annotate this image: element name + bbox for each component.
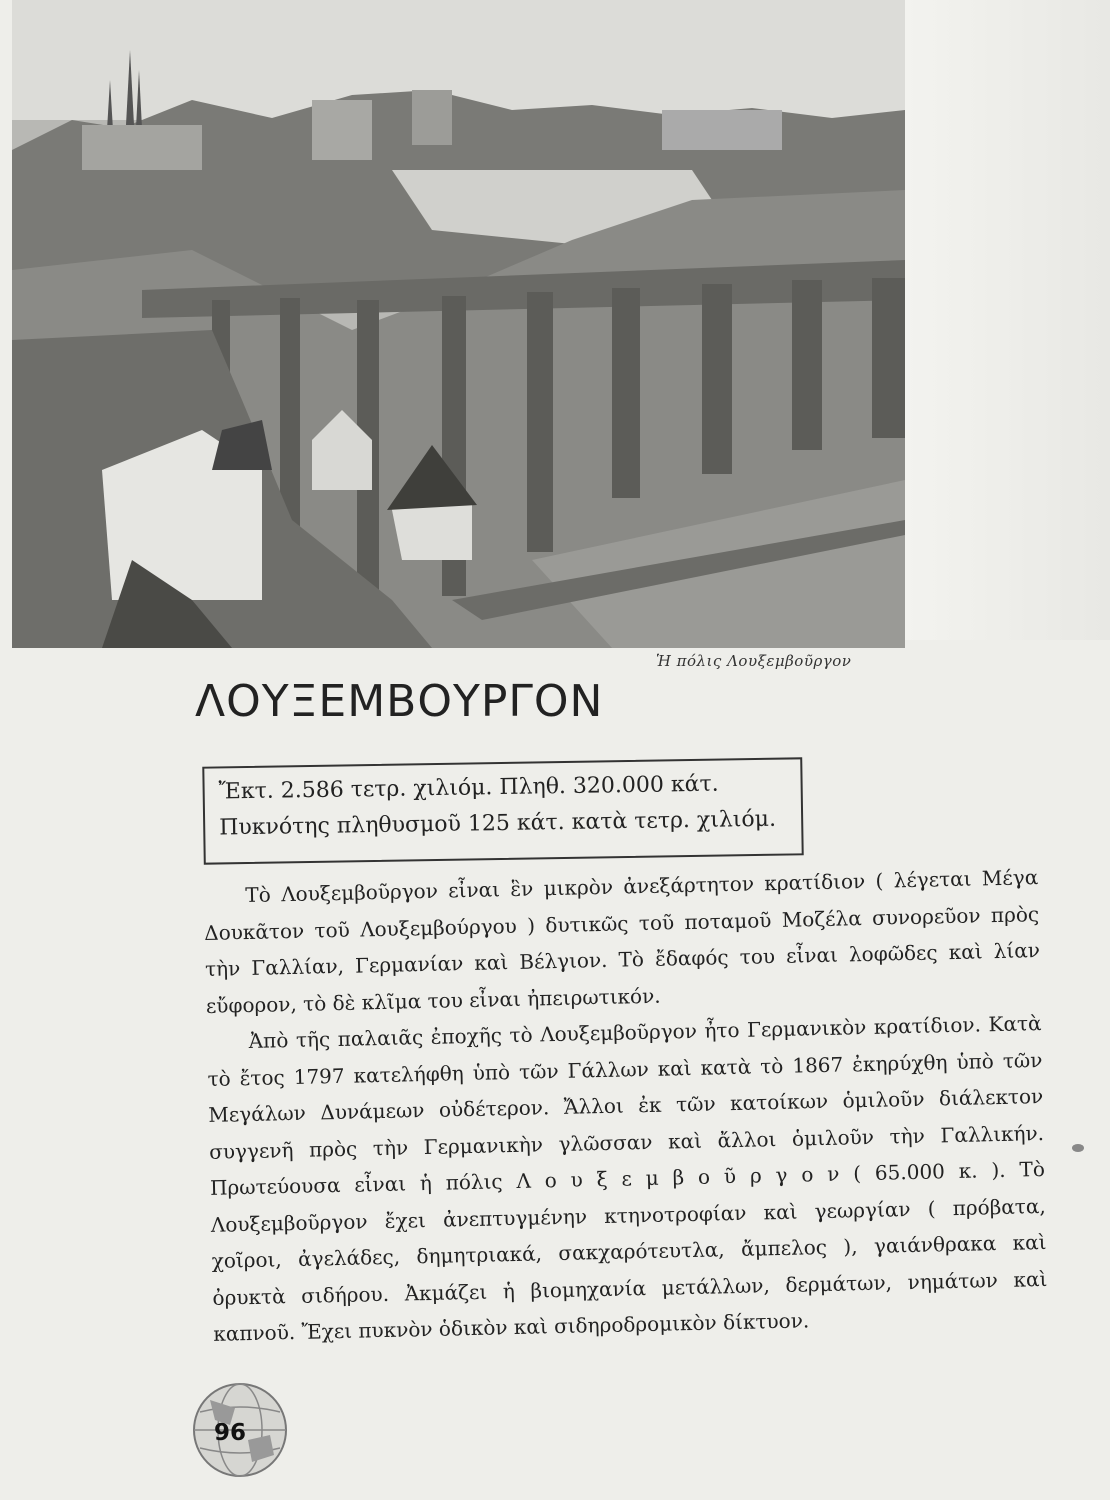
paragraph-geography: Τὸ Λουξεμβοῦργον εἶναι ἓν μικρὸν ἀνεξάρτητον κρατίδιον ( λέγεται Μέγα Δουκᾶτον τοῦ Λουξεμβούργου ) δυτικῶς τοῦ ποταμοῦ Μοζέλα συνορεῦον πρὸς τὴν Γαλλίαν, Γερμανίαν καὶ Βέλγιον. Τὸ ἔδαφός του εἶναι λοφῶδες καὶ λίαν εὔφορον, τὸ δὲ κλῖμα του εἶναι ἠπειρωτικόν. [203, 865, 1041, 1018]
ink-mark [1072, 1144, 1084, 1152]
paragraph-history-economy: Ἀπὸ τῆς παλαιᾶς ἐποχῆς τὸ Λουξεμβοῦργον ἦτο Γερμανικὸν κρατίδιον. Κατὰ τὸ ἔτος 1797 κατελήφθη ὑπὸ τῶν Γάλλων καὶ κατὰ τὸ 1867 ἐκηρύχθη ὑπὸ τῶν Μεγάλων Δυνάμεων οὐδέτερον. Ἄλλοι ἐκ τῶν κατοίκων ὁμιλοῦν διάλεκτον συγγενῆ πρὸς τὴν Γερμανικὴν γλῶσσαν καὶ ἄλλοι ὁμιλοῦν τὴν Γαλλικήν. Πρωτεύουσα εἶναι ἡ πόλις Λ ο υ ξ ε μ β ο ῦ ρ γ ο ν ( 65.000 κ. ). Τὸ Λουξεμβοῦργον ἔχει ἀνεπτυγμένην κτηνοτροφίαν καὶ γεωργίαν ( πρόβατα, χοῖροι, ἀγελάδες, δημητριακά, σακχαρότευτλα, ἄμπελος ), γαιάνθρακα καὶ ὀρυκτὰ σιδήρου. Ἀκμάζει ἡ βιομηχανία μετάλλων, δερμάτων, νημάτων καὶ καπνοῦ. Ἔχει πυκνὸν ὁδικὸν καὶ σιδηροδρομικὸν δίκτυον. [207, 1011, 1048, 1346]
facts-area-population: Ἔκτ. 2.586 τετρ. χιλιόμ. Πληθ. 320.000 κάτ. [218, 771, 719, 805]
facing-page-edge [905, 0, 1110, 640]
luxembourg-viaduct-photo [12, 0, 905, 648]
article-body [203, 859, 1049, 1352]
facts-box [202, 757, 803, 864]
facts-density: Πυκνότης πληθυσμοῦ 125 κάτ. κατὰ τετρ. χιλιόμ. [219, 806, 777, 841]
country-title: ΛΟΥΞΕΜΒΟΥΡΓΟΝ [195, 676, 604, 727]
page-number: 96 [214, 1420, 247, 1446]
photo-caption: Ἡ πόλις Λουξεμβοῦργον [656, 652, 852, 670]
